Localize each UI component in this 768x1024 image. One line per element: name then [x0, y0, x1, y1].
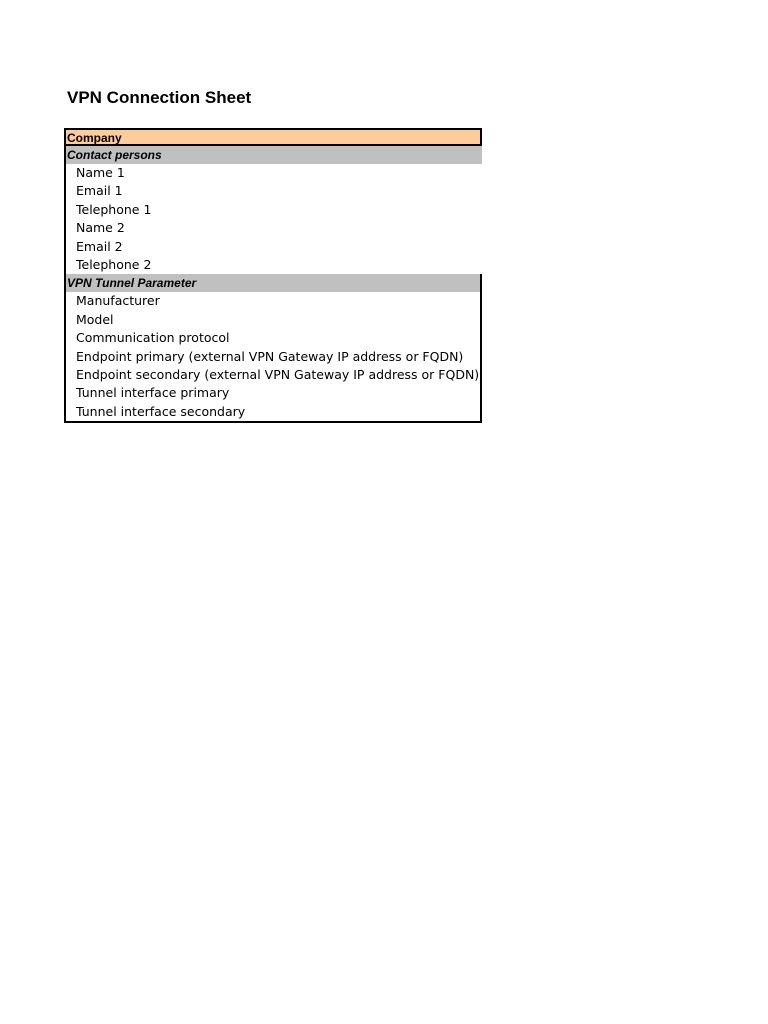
- page-title: VPN Connection Sheet: [67, 88, 252, 107]
- vpn-connection-sheet: [64, 128, 482, 423]
- communication-protocol-label: Communication protocol: [76, 330, 230, 346]
- contact-telephone-2-label: Telephone 2: [76, 256, 152, 272]
- contact-name-2-label: Name 2: [76, 220, 125, 236]
- tunnel-interface-primary-label: Tunnel interface primary: [76, 385, 230, 401]
- vpn-tunnel-section: [64, 274, 482, 423]
- contact-persons-header: Contact persons: [66, 146, 482, 164]
- contact-name-1-label: Name 1: [76, 165, 125, 180]
- manufacturer-label: Manufacturer: [76, 293, 160, 309]
- vpn-tunnel-header: VPN Tunnel Parameter: [66, 274, 480, 292]
- endpoint-secondary-label: Endpoint secondary (external VPN Gateway IP address or FQDN): [76, 366, 480, 382]
- contact-email-2-label: Email 2: [76, 238, 123, 254]
- endpoint-primary-label: Endpoint primary (external VPN Gateway IP address or FQDN): [76, 348, 464, 364]
- contact-persons-section: [64, 146, 482, 274]
- company-header: Company: [64, 128, 482, 146]
- contact-telephone-1-label: Telephone 1: [76, 201, 152, 217]
- model-label: Model: [76, 311, 114, 327]
- contact-email-1-label: Email 1: [76, 183, 123, 199]
- tunnel-interface-secondary-label: Tunnel interface secondary: [76, 403, 246, 419]
